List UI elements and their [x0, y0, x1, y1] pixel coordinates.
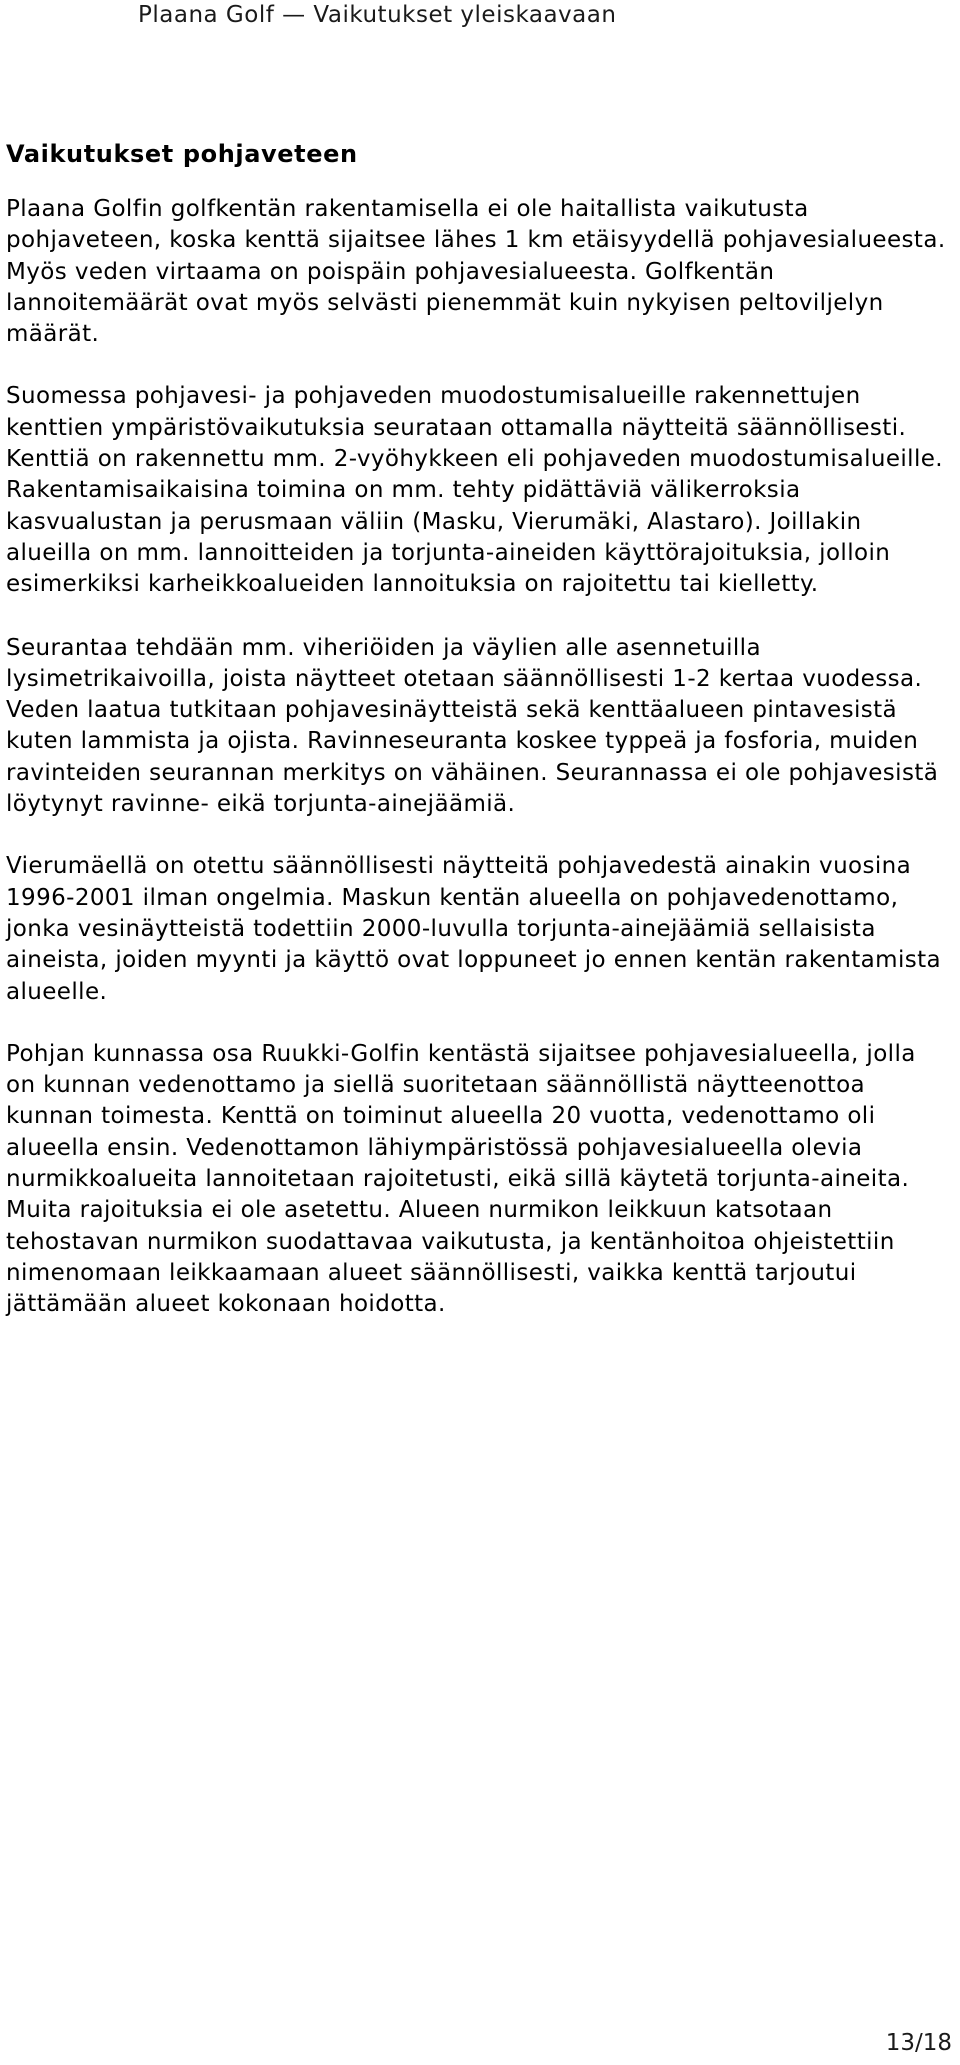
- paragraph-5: Pohjan kunnassa osa Ruukki-Golfin kentästä sijaitsee pohjavesialueella, jolla on kunnan vedenottamo ja siellä suoritetaan säännöllistä näytteenottoa kunnan toimesta. Kenttä on toiminut alueella 20 vuotta, vedenottamo oli alueella ensin. Vedenottamon lähiympäristössä pohjavesialueella olevia nurmikkoalueita lannoitetaan rajoitetusti, eikä sillä käytetä torjunta-aineita. Muita rajoituksia ei ole asetettu. Alueen nurmikon leikkuun katsotaan tehostavan nurmikon suodattavaa vaikutusta, ja kentänhoitoa ohjeistettiin nimenomaan leikkaamaan alueet säännöllisesti, vaikka kenttä tarjoutui jättämään alueet kokonaan hoidotta.: [6, 1040, 916, 1318]
- paragraph-4: Vierumäellä on otettu säännöllisesti näytteitä pohjavedestä ainakin vuosina 1996-2001 ilman ongelmia. Maskun kentän alueella on pohjavedenottamo, jonka vesinäytteistä todettiin 2000-luvulla torjunta-ainejäämiä sellaisista aineista, joiden myynti ja käyttö ovat loppuneet jo ennen kentän rakentamista alueelle.: [6, 853, 942, 1005]
- paragraph-2: Suomessa pohjavesi- ja pohjaveden muodostumisalueille rakennettujen kenttien ympäristövaikutuksia seurataan ottamalla näytteitä säännöllisesti. Kenttiä on rakennettu mm. 2-vyöhykkeen eli pohjaveden muodostumisalueille. Rakentamisaikaisina toimina on mm. tehty pidättäviä välikerroksia kasvualustan ja perusmaan väliin (Masku, Vierumäki, Alastaro). Joillakin alueilla on mm. lannoitteiden ja torjunta-aineiden käyttörajoituksia, jolloin esimerkiksi karheikkoalueiden lannoituksia on rajoitettu tai kielletty.: [6, 383, 944, 598]
- document-body: [6, 140, 951, 1352]
- section-heading: Vaikutukset pohjaveteen: [6, 140, 358, 168]
- paragraph-1: Plaana Golfin golfkentän rakentamisella ei ole haitallista vaikutusta pohjaveteen, koska kenttä sijaitsee lähes 1 km etäisyydellä pohjavesialueesta. Myös veden virtaama on poispäin pohjavesialueesta. Golfkentän lannoitemäärät ovat myös selvästi pienemmät kuin nykyisen peltoviljelyn määrät.: [6, 196, 946, 348]
- paragraph-3: Seurantaa tehdään mm. viheriöiden ja väylien alle asennetuilla lysimetrikaivoilla, joista näytteet otetaan säännöllisesti 1-2 kertaa vuodessa. Veden laatua tutkitaan pohjavesinäytteistä sekä kenttäalueen pintavesistä kuten lammista ja ojista. Ravinneseuranta koskee typpeä ja fosforia, muiden ravinteiden seurannan merkitys on vähäinen. Seurannassa ei ole pohjavesistä löytynyt ravinne- eikä torjunta-ainejäämiä.: [6, 634, 939, 818]
- running-header: Plaana Golf — Vaikutukset yleiskaavaan: [138, 2, 617, 28]
- page-number: 13/18: [885, 2030, 952, 2056]
